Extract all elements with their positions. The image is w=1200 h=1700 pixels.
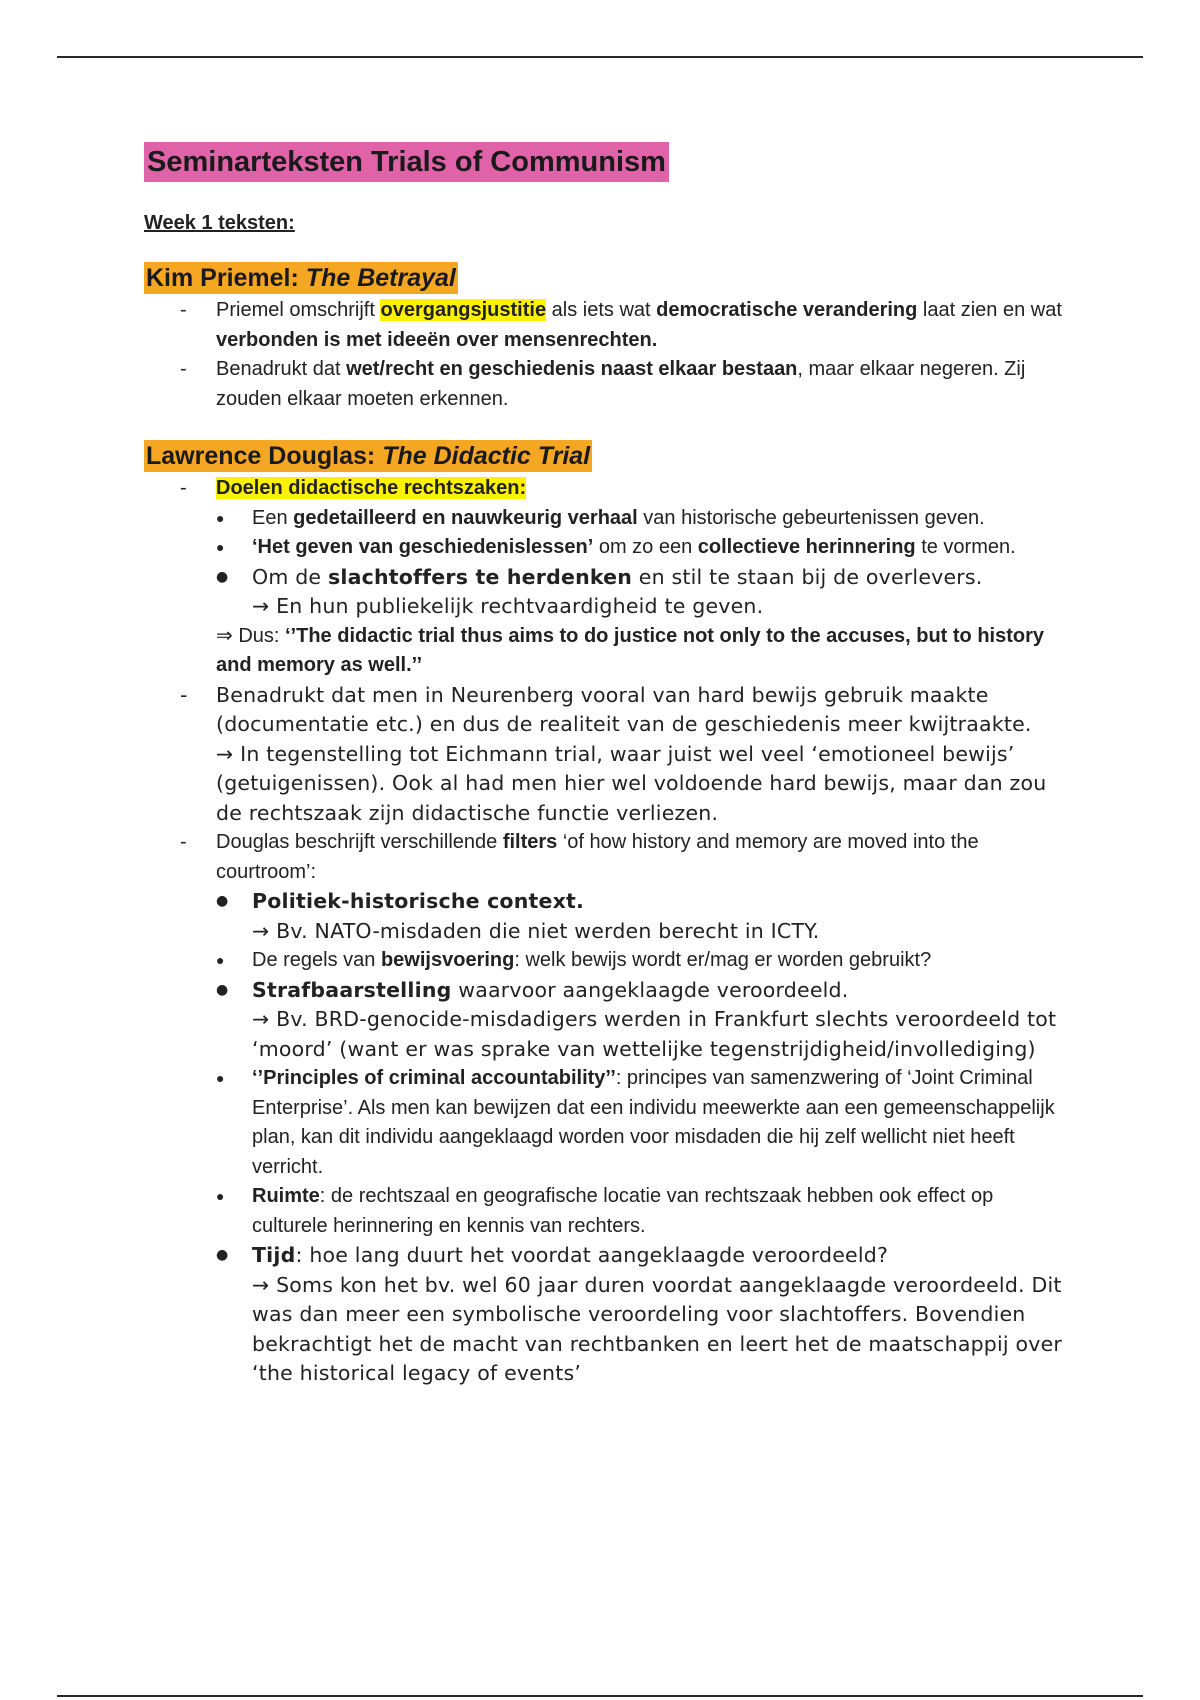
- bold-text: Politiek-historische context.: [252, 889, 585, 913]
- page-title: Seminarteksten Trials of Communism: [144, 142, 669, 182]
- text: : welk bewijs wordt er/mag er worden gebruikt?: [514, 949, 932, 971]
- text: Om de: [252, 564, 328, 589]
- dash-list: [144, 296, 1074, 414]
- week-heading: Week 1 teksten:: [144, 212, 295, 234]
- text: : hoe lang duurt het voordat aangeklaagde veroordeeld?: [295, 1243, 889, 1267]
- arrow-note: → Bv. BRD-genocide-misdadigers werden in Frankfurt slechts veroordeeld tot ‘moord’ (want er was sprake van wettelijke tegenstrijdigheid/invollediging): [252, 1007, 1057, 1061]
- list-item: [180, 533, 1074, 563]
- bold-text: Strafbaarstelling: [252, 977, 452, 1002]
- goals-heading: Doelen didactische rechtszaken:: [216, 477, 527, 499]
- bold-text: ‘’Principles of criminal accountability’’: [252, 1067, 616, 1089]
- bold-text: bewijsvoering: [380, 949, 515, 971]
- text: om zo een: [593, 536, 698, 558]
- text: De regels van: [252, 949, 381, 971]
- bold-text: collectieve herinnering: [697, 536, 916, 558]
- list-item: [180, 1241, 1074, 1389]
- text: Benadrukt dat: [216, 358, 347, 380]
- list-item: [144, 681, 1074, 829]
- section-heading-priemel: [144, 262, 458, 294]
- list-item: [180, 1182, 1074, 1241]
- text: : principes van samenzwering of ‘Joint Criminal Enterprise’. Als men kan bewijzen dat een individu meewerkte aan een gemeenschappelijk plan, kan dit individu aangeklaagd worden voor misdaden die hij zelf wellicht niet heeft verricht.: [252, 1067, 1055, 1178]
- author: Kim Priemel:: [146, 264, 299, 292]
- filters-list: [180, 887, 1074, 1389]
- text: ⇒ Dus:: [216, 624, 285, 647]
- top-rule: [57, 56, 1143, 58]
- section-priemel: [144, 262, 1074, 414]
- list-item: [180, 946, 1074, 976]
- work-title: The Betrayal: [305, 264, 456, 292]
- bold-text: ‘’The didactic trial thus aims to do justice not only to the accuses, but to history and memory as well.’’: [216, 624, 1044, 676]
- work-title: The Didactic Trial: [382, 442, 591, 470]
- goals-list: [180, 504, 1074, 622]
- bold-text: gedetailleerd en nauwkeurig verhaal: [293, 506, 638, 529]
- list-item: [180, 563, 1074, 622]
- text: waarvoor aangeklaagde veroordeeld.: [451, 977, 849, 1002]
- list-item: [180, 504, 1074, 534]
- text: Priemel omschrijft: [216, 299, 381, 321]
- list-item: [144, 296, 1074, 355]
- arrow-note: → In tegenstelling tot Eichmann trial, waar juist wel veel ‘emotioneel bewijs’ (getuigenissen). Ook al had men hier wel voldoende hard bewijs, maar dan zou de rechtszaak zijn didactische functie verliezen.: [216, 741, 1047, 825]
- document-body: [144, 142, 1074, 1389]
- author: Lawrence Douglas:: [146, 442, 376, 470]
- arrow-note: → Bv. NATO-misdaden die niet werden berecht in ICTY.: [252, 918, 820, 943]
- bold-text: slachtoffers te herdenken: [327, 564, 633, 589]
- list-item: [144, 828, 1074, 1389]
- text: ‘of how history and memory are moved into the courtroom’:: [216, 831, 979, 883]
- text: te vormen.: [915, 536, 1016, 558]
- bold-text: democratische verandering: [656, 299, 918, 321]
- text: Douglas beschrijft verschillende: [216, 831, 503, 853]
- arrow-note: → En hun publiekelijk rechtvaardigheid te geven.: [252, 594, 764, 618]
- dash-list: [144, 474, 1074, 1389]
- text: van historische gebeurtenissen geven.: [637, 506, 985, 529]
- text: Een: [252, 506, 294, 529]
- text: : de rechtszaal en geografische locatie van rechtszaak hebben ook effect op culturele herinnering en kennis van rechters.: [252, 1185, 994, 1237]
- text: laat zien en wat: [917, 299, 1062, 321]
- text: Benadrukt dat men in Neurenberg vooral van hard bewijs gebruik maakte (documentatie etc.) en dus de realiteit van de geschiedenis meer kwijtraakte.: [216, 682, 1032, 736]
- list-item: [180, 1064, 1074, 1182]
- bold-text: verbonden is met ideeën over mensenrechten.: [216, 328, 658, 351]
- text: en stil te staan bij de overlevers.: [632, 564, 983, 589]
- section-douglas: [144, 440, 1074, 1389]
- list-item: [144, 474, 1074, 681]
- bottom-rule: [57, 1695, 1143, 1697]
- bold-text: wet/recht en geschiedenis naast elkaar bestaan: [346, 358, 798, 380]
- bold-text: filters: [502, 831, 558, 853]
- text: als iets wat: [546, 299, 657, 321]
- highlight-text: overgangsjustitie: [380, 299, 547, 321]
- text: , maar elkaar negeren. Zij zouden elkaar moeten erkennen.: [216, 358, 1026, 410]
- conclusion: [216, 622, 1074, 681]
- list-item: [180, 887, 1074, 946]
- bold-text: Ruimte: [252, 1185, 320, 1207]
- list-item: [144, 355, 1074, 414]
- list-item: [180, 976, 1074, 1065]
- arrow-note: → Soms kon het bv. wel 60 jaar duren voordat aangeklaagde veroordeeld. Dit was dan meer een symbolische veroordeling voor slachtoffers. Bovendien bekrachtigt het de macht van rechtbanken en leert het de maatschappij over ‘the historical legacy of events’: [252, 1272, 1063, 1385]
- bold-text: Tijd: [252, 1243, 296, 1267]
- bold-text: ‘Het geven van geschiedenislessen’: [252, 536, 594, 558]
- section-heading-douglas: [144, 440, 592, 472]
